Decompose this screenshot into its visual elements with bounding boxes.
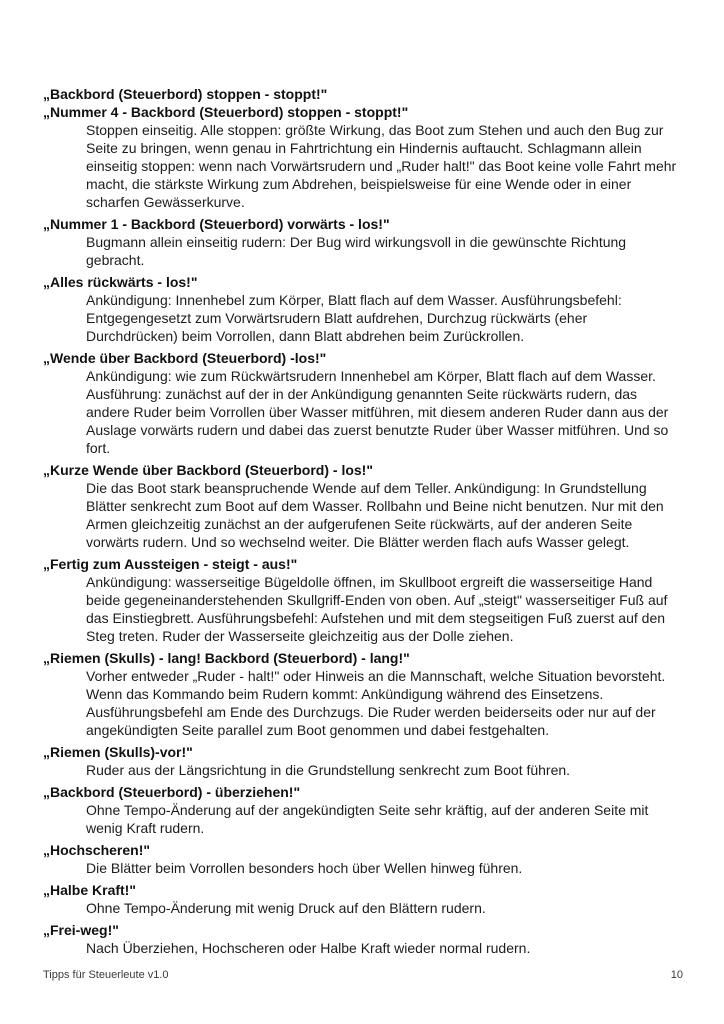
command-description-line: Bugmann allein einseitig rudern: Der Bug wird wirkungsvoll in die gewünschte Richtung <box>86 234 627 250</box>
command-heading: „Alles rückwärts - los!" <box>43 274 198 290</box>
command-description-line: Die Blätter beim Vorrollen besonders hoch über Wellen hinweg führen. <box>86 860 523 876</box>
command-section <box>43 461 686 551</box>
command-description-line: Ausführungsbefehl am Ende des Durchzugs. Die Ruder werden beiderseits oder nur auf der <box>86 704 656 720</box>
command-description-line: gebracht. <box>86 252 145 268</box>
command-description-line: einseitig stoppen: wenn nach Vorwärtsrudern und „Ruder halt!" das Boot keine volle Fahrt mehr <box>86 158 677 174</box>
command-section <box>43 921 686 957</box>
command-description-line: Ausführung: zunächst auf der in der Ankündigung genannten Seite rückwärts rudern, das <box>86 386 638 402</box>
command-description-line: Stoppen einseitig. Alle stoppen: größte Wirkung, das Boot zum Stehen und auch den Bug zur <box>86 122 664 138</box>
command-description-line: Ruder aus der Längsrichtung in die Grundstellung senkrecht zum Boot führen. <box>86 762 571 778</box>
command-heading: „Fertig zum Aussteigen - steigt - aus!" <box>43 556 298 572</box>
command-description-line: Ankündigung: Innenhebel zum Körper, Blatt flach auf dem Wasser. Ausführungsbefehl: <box>86 292 622 308</box>
command-description-line: Auslage vorwärts rudern und dabei das zuerst benutzte Ruder über Wasser mitführen. Und so <box>86 422 669 438</box>
command-description-line: Seite zu bringen, wenn genau in Fahrtrichtung ein Hindernis auftaucht. Schlagmann allein <box>86 140 642 156</box>
command-section <box>43 215 686 269</box>
command-description-line: beide gegeneinanderstehenden Skullgriff-Enden von oben. Auf „steigt" wasserseitiger Fuß auf <box>86 592 668 608</box>
command-description-line: Armen gleichzeitig zunächst an der aufgerufenen Seite rückwärts, auf der anderen Seite <box>86 516 633 532</box>
footer-document-title: Tipps für Steuerleute v1.0 <box>43 969 169 981</box>
command-description-line: scharfen Gewässerkurve. <box>86 194 245 210</box>
command-description-line: Ohne Tempo-Änderung auf der angekündigten Seite sehr kräftig, auf der anderen Seite mit <box>86 802 649 818</box>
command-description-line: Ankündigung: wasserseitige Bügeldolle öffnen, im Skullboot ergreift die wasserseitige Hand <box>86 574 653 590</box>
command-description-line: Steg treten. Ruder der Wasserseite gleichzeitig aus der Dolle ziehen. <box>86 628 514 644</box>
command-description-line: fort. <box>86 440 111 456</box>
command-section <box>43 273 686 345</box>
command-description-line: Nach Überziehen, Hochscheren oder Halbe Kraft wieder normal rudern. <box>86 940 531 956</box>
command-section <box>43 881 686 917</box>
command-description-line: Die das Boot stark beanspruchende Wende auf dem Teller. Ankündigung: In Grundstellung <box>86 480 647 496</box>
command-description-line: Vorher entweder „Ruder - halt!" oder Hinweis an die Mannschaft, welche Situation bevorsteht. <box>86 668 666 684</box>
command-section <box>43 841 686 877</box>
command-description-line: macht, die stärkste Wirkung zum Abdrehen, beispielsweise für eine Wende oder in einer <box>86 176 632 192</box>
command-heading: „Nummer 1 - Backbord (Steuerbord) vorwärts - los!" <box>43 216 390 232</box>
command-description-line: Blätter senkrecht zum Boot auf dem Wasser. Rollbahn und Beine nicht benutzen. Nur mit den <box>86 498 664 514</box>
page-footer <box>43 969 683 982</box>
command-heading: „Backbord (Steuerbord) - überziehen!" <box>43 784 301 800</box>
command-heading: „Riemen (Skulls) - lang! Backbord (Steuerbord) - lang!" <box>43 650 410 666</box>
command-description-line: Ohne Tempo-Änderung mit wenig Druck auf den Blättern rudern. <box>86 900 486 916</box>
command-description-line: das Einstiegbrett. Ausführungsbefehl: Aufstehen und mit dem stegseitigen Fuß zuerst auf den <box>86 610 666 626</box>
command-description-line: Durchdrücken) beim Vorrollen, dann Blatt abdrehen beim Zurückrollen. <box>86 328 525 344</box>
command-heading: „Nummer 4 - Backbord (Steuerbord) stoppen - stoppt!" <box>43 104 409 120</box>
command-heading: „Frei-weg!" <box>43 922 119 938</box>
command-description-line: Entgegengesetzt zum Vorwärtsrudern Blatt aufdrehen, Durchzug rückwärts (eher <box>86 310 588 326</box>
command-section <box>43 649 686 739</box>
command-heading: „Kurze Wende über Backbord (Steuerbord) - los!" <box>43 462 373 478</box>
command-description-line: angekündigten Seite parallel zum Boot genommen und dabei festgehalten. <box>86 722 550 738</box>
command-section <box>43 85 686 211</box>
footer-page-number: 10 <box>670 969 683 981</box>
command-description-line: Wenn das Kommando beim Rudern kommt: Ankündigung während des Einsetzens. <box>86 686 604 702</box>
command-section <box>43 743 686 779</box>
command-heading: „Riemen (Skulls)-vor!" <box>43 744 193 760</box>
command-section <box>43 349 686 457</box>
command-section <box>43 555 686 645</box>
command-heading: „Wende über Backbord (Steuerbord) -los!" <box>43 350 327 366</box>
command-section <box>43 783 686 837</box>
command-heading: „Backbord (Steuerbord) stoppen - stoppt!" <box>43 86 328 102</box>
command-description-line: Ankündigung: wie zum Rückwärtsrudern Innenhebel am Körper, Blatt flach auf dem Wasser. <box>86 368 656 384</box>
command-heading: „Hochscheren!" <box>43 842 150 858</box>
command-description-line: wenig Kraft rudern. <box>86 820 205 836</box>
command-heading: „Halbe Kraft!" <box>43 882 136 898</box>
command-description-line: vorwärts rudern. Und so wechselnd weiter. Die Blätter werden flach aufs Wasser gelegt. <box>86 534 630 550</box>
command-description-line: andere Ruder beim Vorrollen über Wasser mitführen, mit diesem anderen Ruder dann aus der <box>86 404 669 420</box>
document-content <box>43 85 686 961</box>
